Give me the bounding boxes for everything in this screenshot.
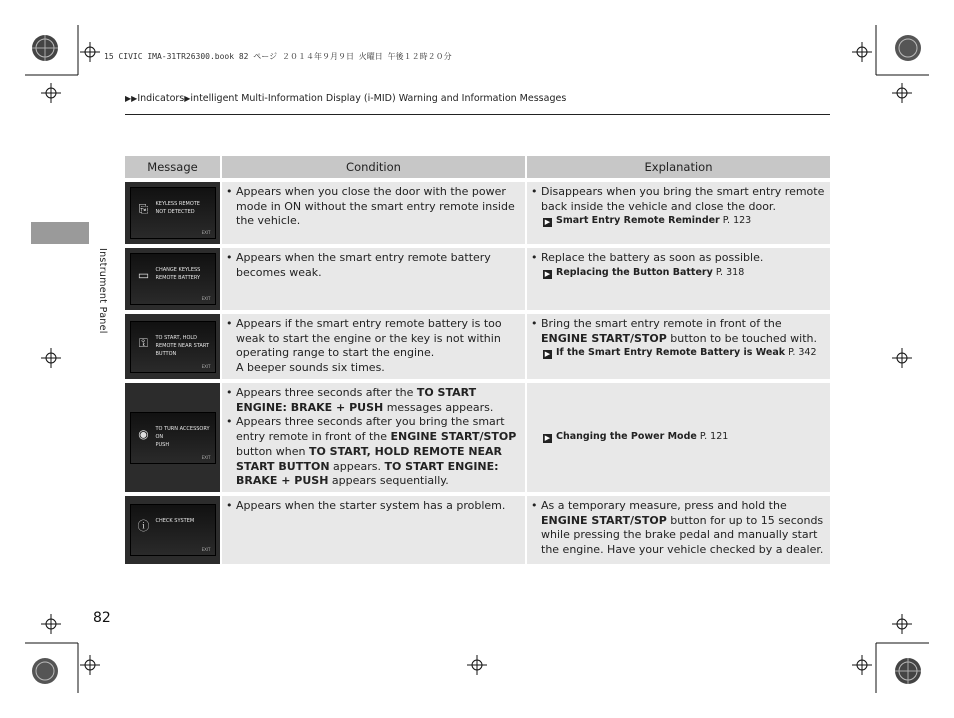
condition-text: • Appears three seconds after the TO START ENGINE: BRAKE + PUSH messages appears.	[236, 386, 520, 415]
explanation-cell	[527, 496, 830, 564]
condition-cell	[222, 496, 525, 564]
explanation-cell	[527, 182, 830, 244]
table-header	[125, 156, 830, 178]
breadcrumb-imid[interactable]: intelligent Multi-Information Display (i-MID) Warning and Information Messages	[190, 93, 567, 104]
page-reference[interactable]: ▶ Smart Entry Remote Reminder P. 123	[544, 215, 752, 227]
condition-text: • Appears when the starter system has a problem.	[236, 499, 520, 514]
exit-label: EXIT	[201, 547, 211, 552]
warning-icon: ⓘ	[137, 519, 150, 533]
explanation-text: • As a temporary measure, press and hold the ENGINE START/STOP button for up to 15 seconds while pressing the brake pedal and manually start the engine. Have your vehicle checked by a dealer.	[541, 499, 825, 558]
explanation-text: • Bring the smart entry remote in front of the ENGINE START/STOP button to be touched with.	[541, 317, 825, 346]
condition-note: A beeper sounds six times.	[236, 361, 385, 375]
screen-line: PUSH	[155, 441, 170, 448]
screen-line: TO TURN ACCESSORY	[155, 425, 210, 432]
page-reference[interactable]: ▶ If the Smart Entry Remote Battery is Weak P. 342	[544, 347, 817, 359]
header-message: Message	[125, 156, 220, 178]
screen-line: KEYLESS REMOTE	[155, 201, 200, 207]
screen-line: TO START, HOLD	[155, 334, 198, 341]
breadcrumb-indicators[interactable]: Indicators	[137, 93, 185, 104]
explanation-cell	[527, 383, 830, 492]
screen-line: NOT DETECTED	[155, 209, 195, 215]
exit-label: EXIT	[201, 363, 211, 369]
push-button-icon: ◉	[138, 426, 149, 441]
exit-label: EXIT	[201, 296, 211, 301]
page-reference[interactable]: ▶ Changing the Power Mode P. 121	[544, 431, 729, 443]
table-row	[125, 248, 830, 310]
page-number: 82	[93, 610, 111, 626]
table-row	[125, 182, 830, 244]
message-image	[125, 182, 220, 244]
screen-line: CHECK SYSTEM	[155, 518, 195, 524]
condition-text: • Appears when you close the door with the power mode in ON without the smart entry remote inside the vehicle.	[236, 185, 520, 229]
remote-key-icon: ⚿	[138, 335, 149, 350]
screen-line: REMOTE BATTERY	[155, 275, 201, 281]
breadcrumb	[125, 93, 566, 104]
display-screen	[130, 321, 216, 373]
condition-text: • Appears when the smart entry remote battery becomes weak.	[236, 251, 520, 280]
table-row	[125, 496, 830, 564]
table-row	[125, 383, 830, 492]
explanation-cell	[527, 314, 830, 379]
table-row	[125, 314, 830, 379]
key-remote-icon: ⎘	[138, 202, 149, 216]
display-screen	[130, 253, 216, 305]
message-image	[125, 383, 220, 492]
message-image	[125, 248, 220, 310]
condition-cell	[222, 248, 525, 310]
print-header: 15 CIVIC IMA-31TR26300.book 82 ページ ２０１４年９月９日 火曜日 午後１２時２０分	[104, 52, 452, 61]
screen-line: ON	[155, 433, 164, 440]
chapter-tab	[31, 222, 89, 244]
reference-arrow-icon: ▶	[544, 218, 551, 227]
chapter-label: Instrument Panel	[97, 248, 108, 334]
display-screen	[130, 504, 216, 556]
breadcrumb-arrows: ▶▶	[125, 94, 138, 103]
header-rule	[125, 114, 830, 115]
reference-arrow-icon: ▶	[544, 434, 551, 443]
screen-line: CHANGE KEYLESS	[155, 267, 201, 273]
reference-arrow-icon: ▶	[544, 269, 551, 278]
reference-arrow-icon: ▶	[544, 350, 551, 359]
breadcrumb-separator: ▶	[184, 94, 191, 103]
screen-line: REMOTE NEAR START	[155, 342, 209, 349]
page-reference[interactable]: ▶ Replacing the Button Battery P. 318	[544, 266, 745, 278]
condition-text: • Appears three seconds after you bring the smart entry remote in front of the ENGINE START/STOP button when TO START, HOLD REMOTE NEAR START BUTTON appears. TO START ENGINE: BRAKE + PUSH appears sequentially.	[236, 415, 520, 489]
screen-line: BUTTON	[155, 350, 177, 357]
condition-cell	[222, 182, 525, 244]
message-image	[125, 496, 220, 564]
header-condition: Condition	[222, 156, 525, 178]
exit-label: EXIT	[201, 230, 211, 235]
explanation-text: • Disappears when you bring the smart entry remote back inside the vehicle and close the door.	[541, 185, 825, 214]
message-image	[125, 314, 220, 379]
explanation-cell	[527, 248, 830, 310]
header-explanation: Explanation	[527, 156, 830, 178]
display-screen	[130, 412, 216, 464]
explanation-text: • Replace the battery as soon as possible.	[541, 251, 825, 266]
message-table	[125, 156, 830, 568]
battery-icon: ▭	[137, 268, 150, 282]
display-screen	[130, 187, 216, 239]
condition-cell	[222, 383, 525, 492]
condition-cell	[222, 314, 525, 379]
exit-label: EXIT	[201, 454, 211, 460]
condition-text: • Appears if the smart entry remote battery is too weak to start the engine or the key is not within operating range to start the engine.	[236, 317, 520, 361]
